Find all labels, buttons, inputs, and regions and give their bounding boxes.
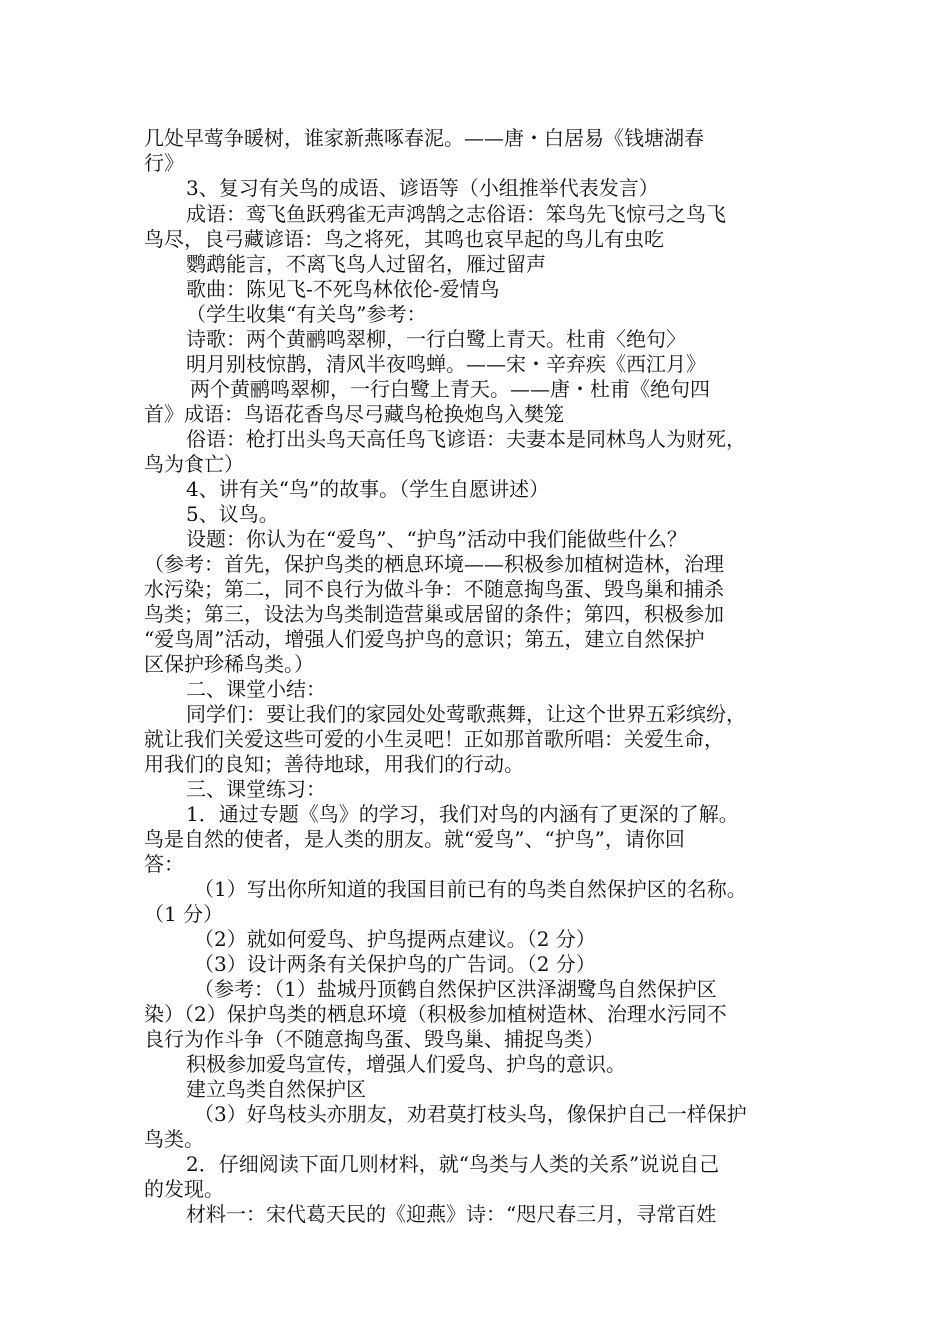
text-line: 鸟尽，良弓藏谚语：鸟之将死，其鸣也哀早起的鸟儿有虫吃 xyxy=(144,227,664,251)
text-line: 首》成语：鸟语花香鸟尽弓藏鸟枪换炮鸟入樊笼 xyxy=(144,402,564,426)
text-line: 歌曲：陈见飞-不死鸟林依伦-爱情鸟 xyxy=(186,277,500,301)
text-line: 鸟类。 xyxy=(144,1127,204,1151)
text-line: （2）就如何爱鸟、护鸟提两点建议。（2 分） xyxy=(194,927,596,951)
text-line: 成语：鸾飞鱼跃鸦雀无声鸿鹄之志俗语：笨鸟先飞惊弓之鸟飞 xyxy=(186,202,726,226)
text-line: （1）写出你所知道的我国目前已有的鸟类自然保护区的名称。 xyxy=(194,877,747,901)
text-line: （学生收集“有关鸟”参考： xyxy=(186,302,427,326)
text-line: 二、课堂小结： xyxy=(186,677,326,701)
text-line: 俗语：枪打出头鸟天高任鸟飞谚语：夫妻本是同林鸟人为财死， xyxy=(186,427,746,451)
text-line: 鸟是自然的使者，是人类的朋友。就“爱鸟”、“护鸟”，请你回 xyxy=(144,827,685,851)
text-line: 区保护珍稀鸟类。） xyxy=(144,652,314,676)
text-line: 几处早莺争暖树，谁家新燕啄春泥。——唐・白居易《钱塘湖春 xyxy=(144,126,704,150)
text-line: 4、讲有关“鸟”的故事。（学生自愿讲述） xyxy=(186,477,550,501)
text-line: 5、议鸟。 xyxy=(186,502,279,526)
text-line: 3、复习有关鸟的成语、谚语等（小组推举代表发言） xyxy=(186,176,659,200)
text-line: 1．通过专题《鸟》的学习，我们对鸟的内涵有了更深的了解。 xyxy=(186,802,739,826)
text-line: （参考：（1）盐城丹顶鹤自然保护区洪泽湖鹭鸟自然保护区 xyxy=(194,977,717,1001)
text-line: （3）好鸟枝头亦朋友，劝君莫打枝头鸟，像保护自己一样保护 xyxy=(194,1102,747,1126)
text-line: 鸟为食亡） xyxy=(144,452,244,476)
text-line: 答： xyxy=(144,852,184,876)
text-line: （1 分） xyxy=(144,902,224,926)
text-line: 两个黄鹂鸣翠柳，一行白鹭上青天。——唐・杜甫《绝句四 xyxy=(190,377,710,401)
text-line: 积极参加爱鸟宣传，增强人们爱鸟、护鸟的意识。 xyxy=(186,1052,626,1076)
text-line: 鹦鹉能言，不离飞鸟人过留名，雁过留声 xyxy=(186,252,546,276)
text-line: 同学们：要让我们的家园处处莺歌燕舞，让这个世界五彩缤纷， xyxy=(186,702,746,726)
text-line: “爱鸟周”活动，增强人们爱鸟护鸟的意识；第五，建立自然保护 xyxy=(144,627,705,651)
text-line: 良行为作斗争（不随意掏鸟蛋、毁鸟巢、捕捉鸟类） xyxy=(144,1027,604,1051)
text-line: 行》 xyxy=(144,151,184,175)
text-line: 就让我们关爱这些可爱的小生灵吧！正如那首歌所唱：关爱生命， xyxy=(144,727,724,751)
text-line: 三、课堂练习： xyxy=(186,777,326,801)
text-line: 2．仔细阅读下面几则材料，就“鸟类与人类的关系”说说自己 xyxy=(186,1152,720,1176)
text-line: 诗歌：两个黄鹂鸣翠柳，一行白鹭上青天。杜甫〈绝句〉 xyxy=(186,327,686,351)
text-line: 设题：你认为在“爱鸟”、“护鸟”活动中我们能做些什么？ xyxy=(186,527,687,551)
text-line: 鸟类；第三，设法为鸟类制造营巢或居留的条件；第四，积极参加 xyxy=(144,602,724,626)
text-line: 建立鸟类自然保护区 xyxy=(186,1077,366,1101)
text-line: 水污染；第二，同不良行为做斗争：不随意掏鸟蛋、毁鸟巢和捕杀 xyxy=(144,577,724,601)
text-line: 染）（2）保护鸟类的栖息环境（积极参加植树造林、治理水污同不 xyxy=(144,1002,727,1026)
text-line: 明月别枝惊鹊，清风半夜鸣蝉。——宋・辛弃疾《西江月》 xyxy=(186,352,706,376)
text-line: 材料一：宋代葛天民的《迎燕》诗：“咫尺春三月，寻常百姓 xyxy=(186,1202,717,1226)
text-line: 用我们的良知；善待地球，用我们的行动。 xyxy=(144,752,524,776)
text-line: 的发现。 xyxy=(144,1177,224,1201)
text-line: （3）设计两条有关保护鸟的广告词。（2 分） xyxy=(194,952,596,976)
text-line: （参考：首先，保护鸟类的栖息环境——积极参加植树造林，治理 xyxy=(144,552,724,576)
